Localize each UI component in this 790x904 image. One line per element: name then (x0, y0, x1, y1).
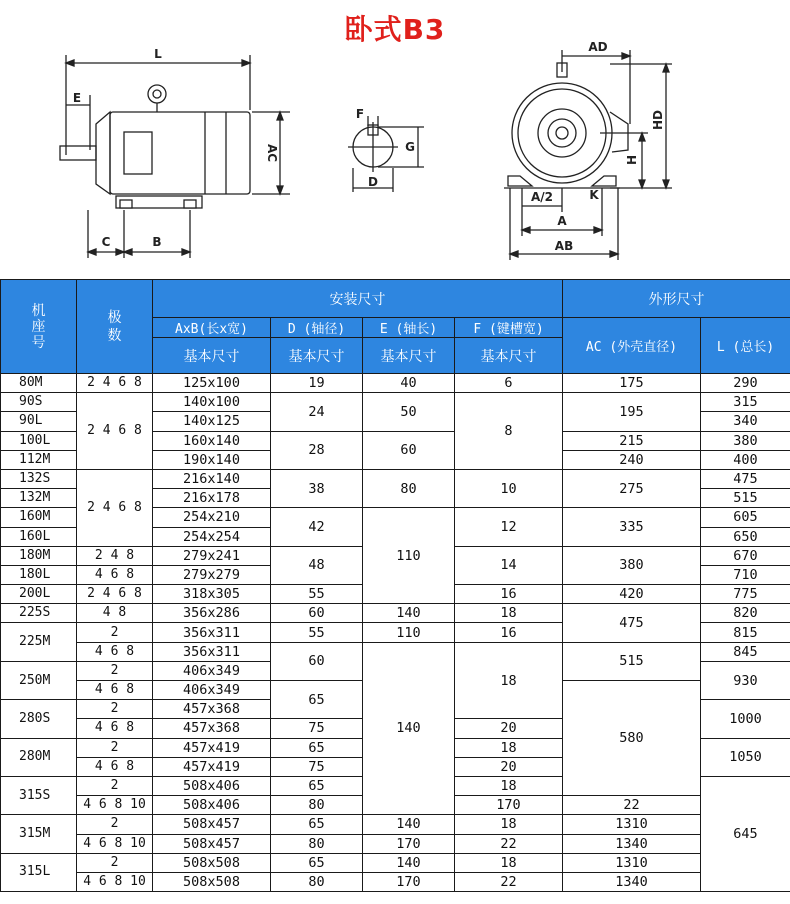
dim-label-a-half: A/2 (530, 190, 554, 204)
cell-d: 80 (271, 796, 363, 815)
header-ac: AC (外壳直径) (563, 318, 701, 374)
cell-ac: 380 (563, 546, 701, 584)
cell-d: 48 (271, 546, 363, 584)
cell-poles: 4 6 8 10 (77, 796, 153, 815)
cell-frame: 90L (1, 412, 77, 431)
cell-l: 290 (701, 374, 790, 393)
cell-axb: 279x279 (153, 565, 271, 584)
cell-l: 650 (701, 527, 790, 546)
cell-axb: 160x140 (153, 431, 271, 450)
header-d: D (轴径) (271, 318, 363, 338)
cell-axb: 457x419 (153, 757, 271, 776)
side-view-drawing (60, 55, 290, 258)
cell-l: 1050 (701, 738, 790, 776)
cell-poles: 2 (77, 853, 153, 872)
cell-axb: 140x125 (153, 412, 271, 431)
cell-poles: 2 (77, 700, 153, 719)
dim-label-b: B (152, 235, 162, 249)
cell-poles: 2 (77, 623, 153, 642)
cell-d: 75 (271, 719, 363, 738)
cell-frame: 200L (1, 585, 77, 604)
dim-label-ad: AD (588, 40, 608, 54)
dimension-drawings (0, 0, 790, 279)
cell-axb: 216x178 (153, 489, 271, 508)
cell-axb: 356x311 (153, 623, 271, 642)
header-axb: AxB(长x宽) (153, 318, 271, 338)
cell-axb: 457x419 (153, 738, 271, 757)
cell-d: 55 (271, 585, 363, 604)
header-basic-axb: 基本尺寸 (153, 338, 271, 374)
cell-e: 110 (363, 623, 455, 642)
dim-label-d: D (368, 175, 378, 189)
table-row (1, 815, 790, 834)
cell-e: 140 (363, 815, 455, 834)
cell-frame: 180L (1, 565, 77, 584)
cell-frame: 160L (1, 527, 77, 546)
cell-frame: 280S (1, 700, 77, 738)
cell-frame: 80M (1, 374, 77, 393)
header-poles: 极 数 (77, 280, 153, 374)
dim-label-f: F (355, 107, 365, 121)
cell-axb: 140x100 (153, 393, 271, 412)
cell-f: 8 (455, 393, 563, 470)
cell-f: 18 (455, 642, 563, 719)
cell-axb: 356x311 (153, 642, 271, 661)
cell-poles: 2 4 6 8 (77, 374, 153, 393)
dim-label-a: A (557, 214, 567, 228)
cell-ac: 195 (563, 393, 701, 431)
cell-axb: 457x368 (153, 700, 271, 719)
spec-table-body (1, 374, 790, 892)
dim-label-l: L (154, 47, 162, 61)
cell-ac: 420 (563, 585, 701, 604)
table-row (1, 642, 790, 661)
cell-e: 110 (363, 508, 455, 604)
cell-l: 515 (701, 489, 790, 508)
cell-e: 170 (455, 796, 563, 815)
table-row (1, 604, 790, 623)
cell-f: 22 (455, 872, 563, 891)
cell-l: 845 (701, 642, 790, 661)
cell-f: 6 (455, 374, 563, 393)
cell-frame: 90S (1, 393, 77, 412)
cell-e: 50 (363, 393, 455, 431)
motor-spec-table (0, 279, 790, 892)
header-outline: 外形尺寸 (563, 280, 790, 318)
cell-e: 80 (363, 469, 455, 507)
cell-frame: 112M (1, 450, 77, 469)
dim-label-h: H (625, 154, 639, 166)
cell-f: 14 (455, 546, 563, 584)
cell-l: 380 (701, 431, 790, 450)
cell-poles: 2 4 8 (77, 546, 153, 565)
cell-axb: 216x140 (153, 469, 271, 488)
cell-f: 18 (455, 738, 563, 757)
header-frame: 机 座 号 (1, 280, 77, 374)
cell-frame: 315S (1, 776, 77, 814)
cell-axb: 457x368 (153, 719, 271, 738)
cell-ac: 475 (563, 604, 701, 642)
cell-axb: 406x349 (153, 661, 271, 680)
cell-f: 22 (563, 796, 701, 815)
cell-axb: 508x406 (153, 776, 271, 795)
cell-poles: 2 4 6 8 (77, 393, 153, 470)
cell-ac: 335 (563, 508, 701, 546)
cell-poles: 2 (77, 738, 153, 757)
cell-e: 170 (363, 834, 455, 853)
cell-l: 400 (701, 450, 790, 469)
cell-poles: 4 6 8 (77, 757, 153, 776)
header-basic-f: 基本尺寸 (455, 338, 563, 374)
dim-label-ab: AB (554, 239, 574, 253)
cell-poles: 2 (77, 661, 153, 680)
cell-f: 10 (455, 469, 563, 507)
cell-e: 170 (363, 872, 455, 891)
cell-ac: 580 (563, 681, 701, 796)
cell-f: 18 (455, 604, 563, 623)
cell-poles: 4 6 8 (77, 681, 153, 700)
cell-axb: 356x286 (153, 604, 271, 623)
cell-d: 65 (271, 681, 363, 719)
cell-poles: 4 6 8 10 (77, 872, 153, 891)
cell-poles: 2 4 6 8 (77, 585, 153, 604)
cell-f: 18 (455, 853, 563, 872)
cell-axb: 508x508 (153, 872, 271, 891)
cell-e: 140 (363, 604, 455, 623)
dim-label-e: E (72, 91, 82, 105)
cell-d: 60 (271, 604, 363, 623)
cell-d: 65 (271, 853, 363, 872)
cell-axb: 508x457 (153, 834, 271, 853)
cell-l: 475 (701, 469, 790, 488)
cell-d: 65 (271, 776, 363, 795)
cell-ac: 275 (563, 469, 701, 507)
cell-poles: 4 6 8 (77, 719, 153, 738)
cell-l: 670 (701, 546, 790, 565)
cell-e: 60 (363, 431, 455, 469)
cell-d: 24 (271, 393, 363, 431)
cell-frame: 180M (1, 546, 77, 565)
dim-label-g: G (405, 140, 415, 154)
cell-axb: 254x254 (153, 527, 271, 546)
cell-ac: 515 (563, 642, 701, 680)
cell-d: 55 (271, 623, 363, 642)
cell-l: 775 (701, 585, 790, 604)
cell-f: 16 (455, 585, 563, 604)
cell-f: 18 (455, 776, 563, 795)
cell-poles: 4 6 8 10 (77, 834, 153, 853)
cell-d: 80 (271, 834, 363, 853)
cell-d: 80 (271, 872, 363, 891)
header-l: L (总长) (701, 318, 790, 374)
cell-l: 820 (701, 604, 790, 623)
cell-l: 315 (701, 393, 790, 412)
dim-label-hd: HD (651, 109, 665, 131)
cell-ac: 215 (563, 431, 701, 450)
dim-label-ac: AC (265, 143, 279, 163)
table-row (1, 374, 790, 393)
table-row (1, 872, 790, 891)
dim-label-c: C (101, 235, 111, 249)
cell-frame: 250M (1, 661, 77, 699)
cell-poles: 2 (77, 776, 153, 795)
cell-frame: 225S (1, 604, 77, 623)
cell-e: 140 (363, 853, 455, 872)
cell-frame: 132M (1, 489, 77, 508)
cell-poles: 4 8 (77, 604, 153, 623)
cell-frame: 132S (1, 469, 77, 488)
shaft-section-drawing (348, 116, 424, 192)
cell-d: 42 (271, 508, 363, 546)
cell-frame: 225M (1, 623, 77, 661)
cell-frame: 315M (1, 815, 77, 853)
cell-ac: 240 (563, 450, 701, 469)
table-row (1, 393, 790, 412)
cell-l: 1310 (563, 815, 701, 834)
front-view-drawing (504, 50, 672, 260)
cell-f: 12 (455, 508, 563, 546)
cell-axb: 508x508 (153, 853, 271, 872)
page-title: 卧式B3 (344, 13, 446, 46)
cell-axb: 318x305 (153, 585, 271, 604)
cell-ac: 175 (563, 374, 701, 393)
cell-axb: 406x349 (153, 681, 271, 700)
cell-f: 18 (455, 815, 563, 834)
cell-f: 20 (455, 719, 563, 738)
table-row (1, 853, 790, 872)
cell-l: 710 (701, 565, 790, 584)
cell-poles: 4 6 8 (77, 565, 153, 584)
header-basic-e: 基本尺寸 (363, 338, 455, 374)
cell-l: 815 (701, 623, 790, 642)
cell-f: 20 (455, 757, 563, 776)
cell-d: 19 (271, 374, 363, 393)
cell-l: 1340 (563, 872, 701, 891)
dim-label-k: K (589, 188, 599, 202)
header-basic-d: 基本尺寸 (271, 338, 363, 374)
cell-d: 75 (271, 757, 363, 776)
header-install: 安装尺寸 (153, 280, 563, 318)
cell-axb: 508x406 (153, 796, 271, 815)
cell-axb: 508x457 (153, 815, 271, 834)
cell-ac: 645 (701, 776, 790, 891)
cell-frame: 100L (1, 431, 77, 450)
cell-axb: 125x100 (153, 374, 271, 393)
cell-e: 140 (363, 642, 455, 815)
cell-l: 1340 (563, 834, 701, 853)
header-e: E (轴长) (363, 318, 455, 338)
cell-frame: 160M (1, 508, 77, 527)
cell-poles: 2 (77, 815, 153, 834)
cell-l: 930 (701, 661, 790, 699)
cell-d: 65 (271, 738, 363, 757)
cell-f: 22 (455, 834, 563, 853)
cell-l: 605 (701, 508, 790, 527)
cell-axb: 279x241 (153, 546, 271, 565)
cell-e: 40 (363, 374, 455, 393)
cell-d: 28 (271, 431, 363, 469)
cell-l: 340 (701, 412, 790, 431)
cell-poles: 2 4 6 8 (77, 469, 153, 546)
cell-frame: 280M (1, 738, 77, 776)
cell-l: 1000 (701, 700, 790, 738)
cell-d: 60 (271, 642, 363, 680)
cell-poles: 4 6 8 (77, 642, 153, 661)
cell-d: 38 (271, 469, 363, 507)
table-row (1, 834, 790, 853)
header-f: F (键槽宽) (455, 318, 563, 338)
table-row (1, 469, 790, 488)
cell-axb: 190x140 (153, 450, 271, 469)
cell-f: 16 (455, 623, 563, 642)
cell-frame: 315L (1, 853, 77, 891)
cell-axb: 254x210 (153, 508, 271, 527)
cell-d: 65 (271, 815, 363, 834)
cell-l: 1310 (563, 853, 701, 872)
